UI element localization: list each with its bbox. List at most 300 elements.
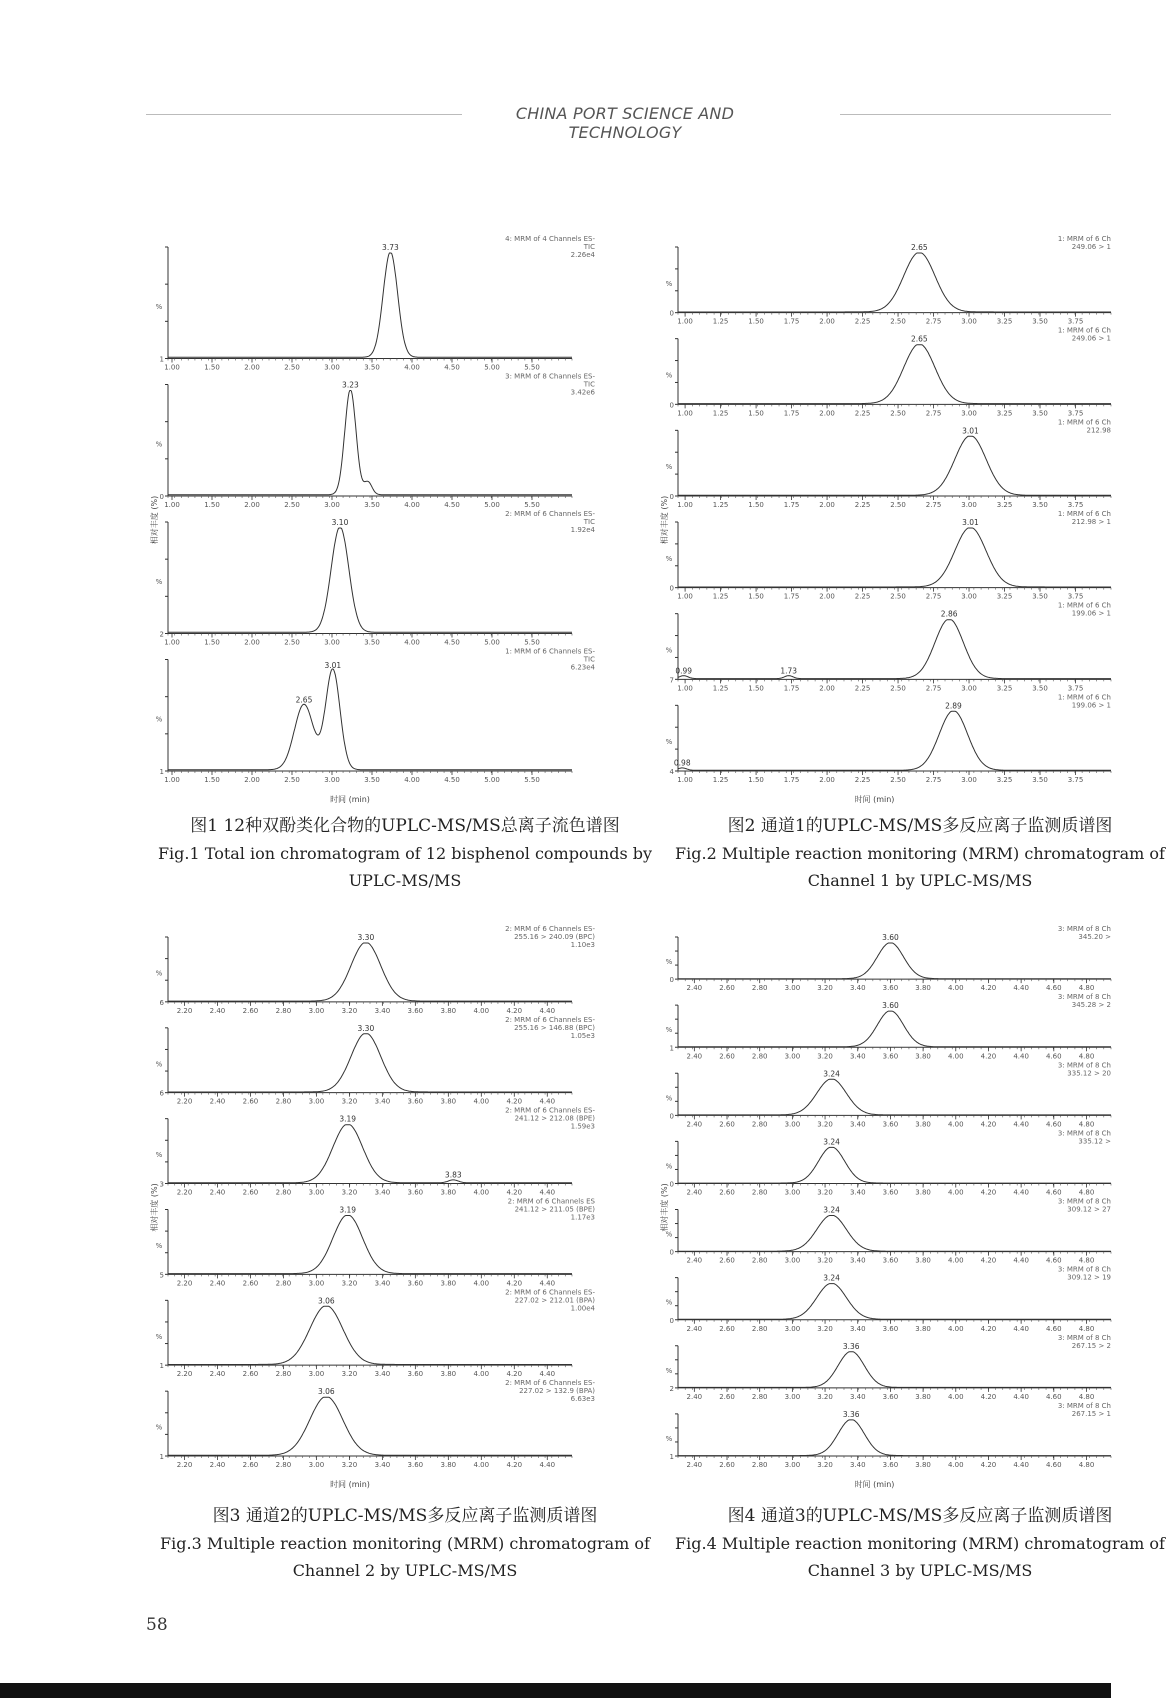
x-tick-label: 2.50 [890,776,906,784]
x-tick-label: 2.00 [244,501,260,509]
chromatogram-trace [678,345,1111,404]
x-tick-label: 4.00 [404,776,420,784]
x-tick-label: 4.60 [1046,1324,1062,1333]
x-tick-label: 5.00 [484,638,500,647]
x-tick-label: 3.00 [961,409,977,418]
x-tick-label: 3.20 [817,1461,833,1469]
x-tick-label: 1.25 [712,501,729,509]
x-tick-label: 4.00 [473,1370,490,1379]
x-tick-label: 3.00 [308,1188,325,1197]
x-tick-label: 4.50 [444,638,460,647]
x-tick-label: 2.80 [751,1461,768,1469]
y-percent-label: % [665,554,673,563]
x-tick-label: 3.00 [308,1279,325,1288]
chromatogram-trace [678,1147,1111,1183]
x-tick-label: 1.75 [783,317,800,326]
x-tick-label: 2.40 [209,1370,226,1379]
fig4-panel-5 [666,1198,1111,1265]
channel-info-line: 309.12 > 27 [1067,1205,1111,1214]
figure-1-caption [150,812,660,894]
x-tick-label: 3.00 [324,638,340,647]
x-tick-label: 2.75 [925,592,942,601]
x-tick-label: 2.25 [854,409,871,418]
x-tick-label: 3.20 [341,1097,358,1106]
x-tick-label: 2.50 [284,501,300,509]
x-tick-label: 3.25 [996,684,1013,693]
x-tick-label: 3.60 [882,1392,899,1401]
x-tick-label: 3.40 [849,1324,866,1333]
channel-info-line: 1: MRM of 6 Ch [1057,235,1111,243]
x-tick-label: 2.60 [242,1279,259,1288]
y-edge-label: 1 [159,355,164,364]
x-tick-label: 2.20 [176,1461,193,1469]
x-tick-label: 1.00 [677,684,693,693]
x-tick-label: 3.00 [784,1324,801,1333]
x-tick-label: 4.80 [1078,1120,1095,1129]
x-tick-label: 5.50 [524,501,540,509]
x-tick-label: 4.40 [1013,984,1029,993]
y-edge-label: 0 [159,493,164,501]
x-tick-label: 2.60 [242,1461,259,1469]
y-percent-label: % [665,738,673,747]
y-edge-label: 2 [669,1384,674,1393]
fig4-caption-en-line2: Channel 3 by UPLC-MS/MS [807,1561,1033,1580]
x-tick-label: 3.60 [882,1256,899,1265]
channel-info-line: 249.06 > 1 [1071,334,1111,343]
fig2-caption-en-line1: Fig.2 Multiple reaction monitoring (MRM) chromatogram of [675,844,1165,863]
x-tick-label: 3.80 [440,1279,457,1288]
x-axis-title: 时间 (min) [854,795,895,804]
channel-info-line: 1.92e4 [570,526,595,534]
channel-info-line: 1: MRM of 6 Ch [1057,601,1111,610]
peak-label: 0.98 [673,758,691,768]
x-tick-label: 3.80 [915,1324,931,1333]
x-tick-label: 3.80 [915,1392,931,1401]
channel-info-line: 267.15 > 1 [1071,1409,1111,1418]
fig2-panel-4 [666,510,1111,601]
x-tick-label: 3.80 [440,1188,457,1197]
peak-label: 2.65 [910,243,928,252]
x-tick-label: 3.40 [849,1120,866,1129]
y-edge-label: 1 [159,768,164,776]
x-tick-label: 2.75 [925,409,942,418]
channel-info-line: 1.00e4 [570,1304,595,1313]
x-tick-label: 2.50 [890,592,906,601]
x-tick-label: 3.50 [1032,501,1048,509]
x-tick-label: 3.60 [407,1370,424,1379]
x-tick-label: 1.50 [748,592,764,601]
y-percent-label: % [665,1094,673,1103]
channel-info-line: 3: MRM of 8 Ch [1057,993,1111,1002]
chromatogram-trace [678,1284,1111,1320]
chromatogram-trace [678,620,1111,679]
x-tick-label: 4.20 [506,1370,523,1379]
x-tick-label: 3.80 [440,1461,457,1469]
x-tick-label: 4.40 [539,1188,556,1197]
x-tick-label: 2.60 [719,1052,735,1061]
peak-label: 3.24 [823,1205,840,1215]
x-tick-label: 1.25 [712,776,729,784]
y-percent-label: % [665,1298,673,1307]
x-tick-label: 2.20 [176,1006,193,1015]
x-tick-label: 2.80 [275,1461,292,1469]
channel-info-line: 2: MRM of 6 Channels ES [507,1197,595,1206]
x-tick-label: 3.50 [1032,409,1048,418]
channel-info-line: 3: MRM of 8 Ch [1057,1197,1111,1206]
x-tick-label: 4.20 [980,1120,997,1129]
fig1-panel-4 [156,648,596,785]
header-rule-right [840,114,1111,115]
y-edge-label: 5 [159,1271,164,1280]
chromatogram-trace [168,528,572,632]
x-tick-label: 3.20 [341,1461,358,1469]
x-tick-label: 2.25 [854,592,871,601]
x-tick-label: 1.50 [204,501,220,509]
x-tick-label: 4.00 [947,984,964,993]
y-edge-label: 0 [669,309,674,318]
y-percent-label: % [665,1230,673,1239]
x-tick-label: 4.20 [506,1006,523,1015]
x-tick-label: 3.50 [1032,684,1048,693]
channel-info-line: 335.12 > 20 [1067,1069,1111,1078]
figure-1 [150,235,655,805]
x-tick-label: 3.25 [996,317,1013,326]
fig4-panel-4 [666,1129,1111,1196]
x-tick-label: 3.00 [784,1188,801,1197]
x-tick-label: 3.40 [374,1279,391,1288]
peak-label: 3.60 [882,933,899,942]
x-tick-label: 2.40 [686,1120,703,1129]
fig4-panel-7 [666,1334,1111,1401]
y-percent-label: % [155,440,163,449]
x-tick-label: 2.40 [686,1461,703,1469]
x-tick-label: 3.60 [407,1279,424,1288]
fig3-panel-3 [156,1107,596,1197]
channel-info-line: 3: MRM of 8 Channels ES- [505,372,595,381]
y-percent-label: % [155,969,163,978]
x-tick-label: 3.80 [440,1006,457,1015]
x-tick-label: 2.60 [719,1256,735,1265]
x-tick-label: 2.50 [890,317,906,326]
x-tick-label: 4.80 [1078,984,1095,993]
y-edge-label: 7 [669,676,674,685]
fig1-panel-1 [156,235,596,372]
x-tick-label: 3.75 [1067,776,1084,784]
fig4-caption-en-line1: Fig.4 Multiple reaction monitoring (MRM) chromatogram of [675,1534,1165,1553]
x-tick-label: 2.25 [854,317,871,326]
x-tick-label: 3.50 [364,363,380,372]
chromatogram-trace [168,1306,572,1364]
fig3-panel-1 [156,925,596,1015]
peak-label: 3.06 [317,1387,335,1397]
x-tick-label: 3.00 [308,1097,325,1106]
x-tick-label: 2.00 [244,363,260,372]
x-tick-label: 1.25 [712,684,729,693]
x-tick-label: 2.80 [275,1370,292,1379]
x-tick-label: 3.00 [961,592,977,601]
peak-label: 3.23 [342,380,359,390]
fig1-panel-3 [156,510,596,647]
x-tick-label: 2.25 [854,501,871,509]
x-tick-label: 4.80 [1078,1256,1095,1265]
y-percent-label: % [155,1060,163,1069]
peak-label: 2.86 [940,609,958,619]
peak-label: 3.30 [357,1023,375,1033]
x-tick-label: 3.80 [440,1370,457,1379]
x-tick-label: 4.80 [1078,1052,1095,1061]
channel-info-line: 255.16 > 240.09 (BPC) [514,933,595,941]
x-tick-label: 3.75 [1067,317,1084,326]
x-tick-label: 5.00 [484,501,500,509]
x-tick-label: 1.00 [164,501,180,509]
x-tick-label: 4.20 [506,1188,523,1197]
running-header: CHINA PORT SCIENCE AND TECHNOLOGY [515,104,735,142]
x-tick-label: 3.40 [849,1052,866,1061]
x-tick-label: 3.60 [407,1006,424,1015]
x-tick-label: 3.50 [364,776,380,784]
x-tick-label: 2.60 [242,1188,259,1197]
x-tick-label: 1.00 [677,501,693,509]
channel-info-line: 1: MRM of 6 Ch [1057,693,1111,702]
x-tick-label: 4.20 [980,1461,997,1469]
x-tick-label: 1.25 [712,409,729,418]
y-edge-label: 6 [159,1089,164,1098]
channel-info-line: 1: MRM of 6 Ch [1057,510,1111,518]
channel-info-line: 255.16 > 146.88 (BPC) [514,1023,595,1032]
x-tick-label: 1.00 [164,776,180,784]
x-tick-label: 3.40 [374,1097,391,1106]
channel-info-line: 309.12 > 19 [1067,1273,1111,1282]
x-tick-label: 2.20 [176,1279,193,1288]
channel-info-line: 212.98 [1086,426,1111,435]
x-tick-label: 4.40 [1013,1461,1029,1469]
x-tick-label: 4.20 [980,1052,997,1061]
x-tick-label: 4.20 [980,1256,997,1265]
fig1-chromatogram [150,235,655,805]
peak-label: 3.73 [382,243,399,252]
x-tick-label: 2.75 [925,501,942,509]
x-tick-label: 3.40 [374,1461,391,1469]
peak-label: 2.89 [945,701,962,711]
chromatogram-trace [678,943,1111,979]
y-percent-label: % [155,1423,163,1432]
x-tick-label: 2.00 [819,776,835,784]
x-tick-label: 2.60 [719,1188,735,1197]
fig4-panel-2 [666,993,1111,1060]
x-tick-label: 1.75 [783,409,800,418]
x-tick-label: 3.75 [1067,684,1084,693]
x-tick-label: 3.00 [308,1370,325,1379]
fig3-panel-4 [156,1198,596,1288]
channel-info-line: 241.12 > 211.05 (BPE) [514,1205,595,1214]
x-tick-label: 3.60 [882,1120,899,1129]
x-tick-label: 3.00 [784,1052,801,1061]
channel-info-line: 2: MRM of 6 Channels ES- [505,1015,595,1024]
x-tick-label: 3.20 [341,1279,358,1288]
chromatogram-trace [678,1011,1111,1047]
x-tick-label: 2.20 [176,1188,193,1197]
y-percent-label: % [665,279,673,288]
x-tick-label: 4.20 [506,1097,523,1106]
x-tick-label: 4.60 [1046,1188,1062,1197]
x-tick-label: 3.00 [961,776,977,784]
x-tick-label: 2.75 [925,684,942,693]
x-tick-label: 2.25 [854,684,871,693]
peak-label: 3.01 [962,518,979,527]
x-tick-label: 1.50 [748,409,764,418]
x-tick-label: 2.80 [275,1188,292,1197]
y-percent-label: % [665,1366,673,1375]
x-tick-label: 4.60 [1046,1461,1062,1469]
x-tick-label: 3.20 [341,1188,358,1197]
x-tick-label: 2.60 [242,1370,259,1379]
x-tick-label: 5.00 [484,776,500,784]
fig2-panel-6 [666,693,1111,784]
x-tick-label: 1.75 [783,592,800,601]
x-tick-label: 3.20 [817,1120,833,1129]
figure-4-caption [670,1502,1170,1584]
fig2-panel-1 [666,235,1111,326]
x-tick-label: 2.00 [819,317,835,326]
peak-label: 3.06 [317,1296,335,1306]
x-tick-label: 4.40 [1013,1324,1029,1333]
x-tick-label: 4.60 [1046,1052,1062,1061]
y-edge-label: 1 [159,1453,164,1461]
x-tick-label: 1.50 [204,363,220,372]
channel-info-line: 2: MRM of 6 Channels ES- [505,925,595,933]
channel-info-line: 2: MRM of 6 Channels ES- [505,1106,595,1115]
x-tick-label: 4.00 [947,1324,964,1333]
x-tick-label: 4.40 [1013,1120,1029,1129]
channel-info-line: 3: MRM of 8 Ch [1057,1401,1111,1410]
x-tick-label: 2.50 [284,638,300,647]
x-tick-label: 3.00 [308,1461,325,1469]
header-rule-left [146,114,462,115]
x-tick-label: 2.80 [275,1279,292,1288]
x-tick-label: 3.20 [341,1006,358,1015]
x-tick-label: 4.20 [980,1392,997,1401]
channel-info-line: 2: MRM of 6 Channels ES- [505,1379,595,1388]
channel-info-line: 2: MRM of 6 Channels ES- [505,1288,595,1297]
fig2-chromatogram [660,235,1111,805]
x-tick-label: 3.75 [1067,501,1084,509]
fig2-panel-2 [666,327,1111,418]
peak-label: 3.24 [823,1273,840,1283]
x-tick-label: 4.20 [980,1324,997,1333]
peak-label: 3.01 [324,660,342,670]
y-edge-label: 0 [669,976,674,985]
y-edge-label: 0 [669,1248,674,1257]
peak-label: 2.65 [910,334,928,344]
x-tick-label: 3.50 [1032,776,1048,784]
channel-info-line: 1.59e3 [570,1122,595,1131]
x-tick-label: 3.75 [1067,592,1084,601]
x-tick-label: 4.50 [444,776,460,784]
channel-info-line: 3.42e6 [570,388,595,397]
x-tick-label: 2.40 [209,1006,226,1015]
channel-info-line: 6.63e3 [570,1395,595,1404]
y-edge-label: 1 [159,1362,164,1371]
chromatogram-trace [168,1216,572,1274]
x-tick-label: 3.60 [882,984,899,993]
figure-3-caption [150,1502,660,1584]
y-edge-label: 0 [669,1112,674,1121]
peak-label: 3.24 [823,1137,840,1147]
x-tick-label: 2.50 [890,409,906,418]
x-tick-label: 4.50 [444,363,460,372]
x-tick-label: 3.80 [915,1188,931,1197]
x-tick-label: 1.75 [783,684,800,693]
x-tick-label: 3.80 [440,1097,457,1106]
x-tick-label: 3.00 [324,363,340,372]
x-tick-label: 3.75 [1067,409,1084,418]
figure-4 [660,925,1111,1490]
x-tick-label: 2.80 [751,1324,768,1333]
channel-info-line: 267.15 > 2 [1071,1341,1111,1350]
x-tick-label: 2.80 [275,1097,292,1106]
y-axis-title: 相对丰度 (%) [150,495,159,545]
x-tick-label: 1.25 [712,592,729,601]
fig3-caption-en-line2: Channel 2 by UPLC-MS/MS [292,1561,518,1580]
x-tick-label: 2.60 [719,1120,735,1129]
channel-info-line: 345.28 > 2 [1071,1001,1111,1010]
x-tick-label: 2.50 [284,363,300,372]
channel-info-line: 1.10e3 [570,941,595,949]
x-tick-label: 2.80 [751,1052,768,1061]
x-tick-label: 3.60 [407,1097,424,1106]
x-tick-label: 4.80 [1078,1461,1095,1469]
x-tick-label: 4.00 [404,638,420,647]
x-tick-label: 2.60 [719,1324,735,1333]
x-axis-title: 时间 (min) [330,795,370,804]
y-percent-label: % [155,1151,163,1160]
x-tick-label: 1.25 [712,317,729,326]
y-edge-label: 0 [669,584,674,593]
x-tick-label: 2.00 [819,501,835,509]
x-tick-label: 2.40 [209,1461,226,1469]
x-tick-label: 3.25 [996,501,1013,509]
y-percent-label: % [665,646,673,655]
chromatogram-trace [678,711,1111,770]
x-tick-label: 4.00 [473,1006,490,1015]
x-tick-label: 2.75 [925,776,942,784]
x-tick-label: 3.25 [996,592,1013,601]
x-tick-label: 2.40 [209,1097,226,1106]
x-tick-label: 3.40 [849,1392,866,1401]
x-tick-label: 3.50 [1032,592,1048,601]
x-tick-label: 4.40 [1013,1392,1029,1401]
y-edge-label: 3 [159,1180,164,1189]
y-edge-label: 4 [669,768,674,776]
y-percent-label: % [665,463,673,472]
x-tick-label: 2.80 [751,1120,768,1129]
x-tick-label: 3.80 [915,1052,931,1061]
x-tick-label: 3.00 [308,1006,325,1015]
x-tick-label: 3.20 [817,1052,833,1061]
x-tick-label: 3.40 [849,1256,866,1265]
x-tick-label: 4.80 [1078,1188,1095,1197]
x-tick-label: 2.40 [686,1324,703,1333]
y-edge-label: 1 [669,1044,674,1053]
x-tick-label: 5.00 [484,363,500,372]
channel-info-line: 2.26e4 [570,251,595,259]
x-tick-label: 3.20 [817,984,833,993]
chromatogram-trace [168,1397,572,1455]
fig2-caption-en-line2: Channel 1 by UPLC-MS/MS [807,871,1033,890]
x-tick-label: 2.60 [242,1097,259,1106]
x-tick-label: 4.00 [947,1188,964,1197]
fig1-caption-zh: 图1 12种双酚类化合物的UPLC-MS/MS总离子流色谱图 [190,816,620,836]
